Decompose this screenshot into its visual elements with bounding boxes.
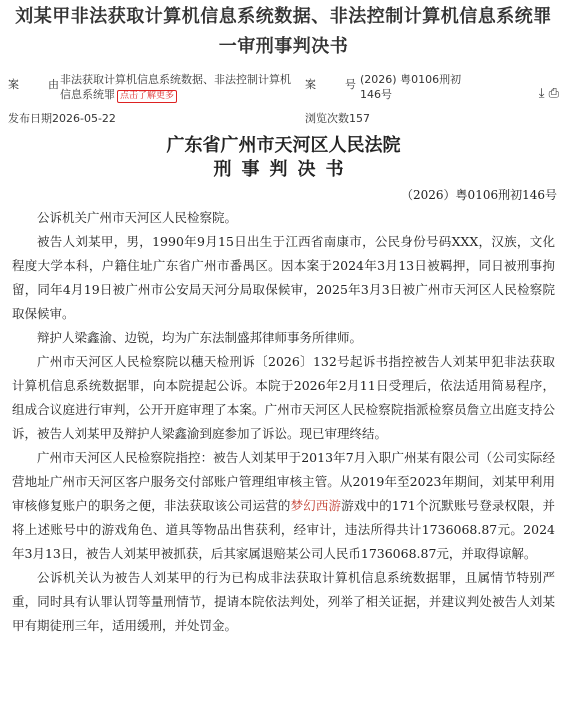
accusation-text-2: 游戏中的171个沉默账号登录权限，并将上述账号中的游戏角色、道具等物品出售获利，经审计，违法所得共计1736068.87元。2024年3月13日，被告人刘某甲被抓获，后其家属退赔某公司人民币1736068.87元，并取得谅解。 <box>12 498 555 561</box>
learn-more-link[interactable]: 点击了解更多 <box>117 90 177 103</box>
case-meta <box>0 68 567 132</box>
court-name: 广东省广州市天河区人民法院 <box>166 135 401 156</box>
paragraph-procedure: 广州市天河区人民检察院以穗天检刑诉〔2026〕132号起诉书指控被告人刘某甲犯非法获取计算机信息系统数据罪，向本院提起公诉。本院于2026年2月11日受理后，依法适用简易程序，组成合议庭进行审判，公开开庭审理了本案。广州市天河区人民检察院指派检察员詹立出庭支持公诉，被告人刘某甲及辩护人梁鑫渝到庭参加了诉讼。现已审理终结。 <box>12 354 555 441</box>
document-number: （2026）粤0106刑初146号 <box>401 188 557 202</box>
document-title <box>0 0 567 62</box>
cause-value <box>60 72 300 103</box>
accusation-text-1: 广州市天河区人民检察院指控：被告人刘某甲于2013年7月入职广州某有限公司（公司实际经营地址广州市天河区客户服务交付部账户管理组审核主管。从2019年至2023年期间，刘某甲利用审核修复账户的职务之便，非法获取该公司运营的 <box>12 450 555 513</box>
document-type: 刑事判决书 <box>213 159 354 180</box>
caseno-label-b: 号 <box>345 78 356 91</box>
caseno-label-a: 案 <box>305 78 316 91</box>
publish-date: 发布日期2026-05-22 <box>8 112 116 125</box>
paragraph-accusation <box>0 446 567 566</box>
title-line-2: 一审刑事判决书 <box>218 36 349 57</box>
action-icons <box>539 86 559 101</box>
cause-label-a: 案 <box>8 78 19 91</box>
game-link[interactable]: 梦幻西游 <box>290 498 342 513</box>
paragraph-recommendation: 公诉机关认为被告人刘某甲的行为已构成非法获取计算机信息系统数据罪，且属情节特别严重，同时具有认罪认罚等量刑情节，提请本院依法判处，列举了相关证据，并建议判处被告人刘某甲有期徒刑三年，适用缓刑，并处罚金。 <box>12 570 555 633</box>
print-icon[interactable]: ⎙ <box>548 86 559 101</box>
paragraph-prosecutor: 公诉机关广州市天河区人民检察院。 <box>37 210 238 225</box>
paragraph-defendant: 被告人刘某甲，男，1990年9月15日出生于江西省南康市，公民身份号码XXX，汉族，文化程度大学本科，户籍住址广东省广州市番禺区。因本案于2024年3月13日被羁押，同日被刑事拘留，同年4月19日被广州市公安局天河分局取保候审，2025年3月3日被广州市天河区人民检察院取保候审。 <box>12 234 555 321</box>
cause-text: 非法获取计算机信息系统数据、非法控制计算机信息系统罪 <box>60 73 291 101</box>
view-count: 浏览次数157 <box>305 112 370 125</box>
title-line-1: 刘某甲非法获取计算机信息系统数据、非法控制计算机信息系统罪 <box>15 6 552 27</box>
paragraph-defenders: 辩护人梁鑫渝、边锐，均为广东法制盛邦律师事务所律师。 <box>37 330 363 345</box>
caseno-value: (2026) 粤0106刑初146号 <box>360 73 462 101</box>
cause-label-b: 由 <box>48 78 59 91</box>
download-icon[interactable]: ⤓ <box>538 86 545 101</box>
